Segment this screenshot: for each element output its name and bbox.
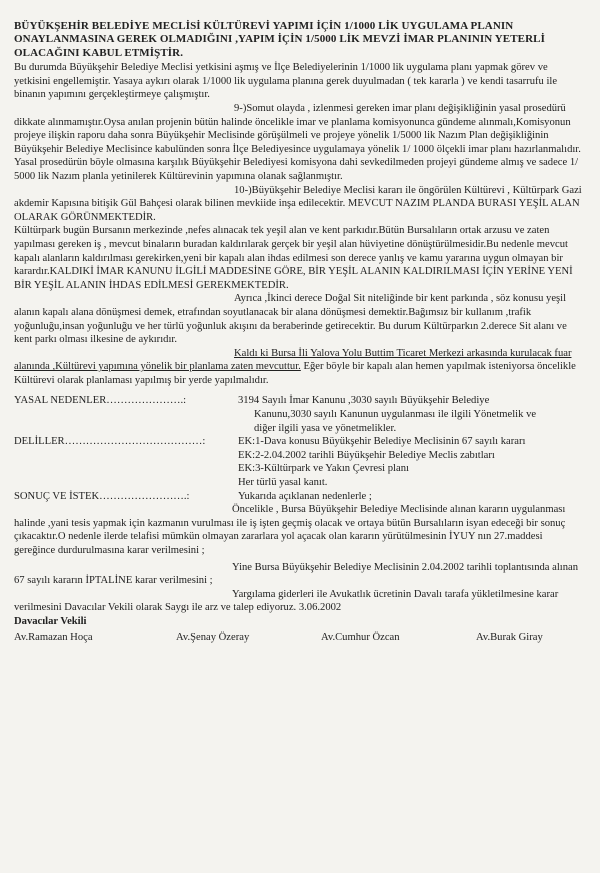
paragraph-fuar-alani-rest: Eğer böyle bir kapalı alan hemen yapılmak isteniyorsa öncelikle Kültürevi olarak planlaması yapılmış bir yerde yapılmalıdır. [14,361,576,386]
paragraph-10: 10-)Büyükşehir Belediye Meclisi kararı ile öngörülen Kültürevi , Kültürpark Gazi akdemir Kapısına bitişik Gül Bahçesi olarak bilinen mevkiide inşa edilecektir. MEVCUT NAZIM PLANDA BURASI YEŞİL ALAN OLARAK GÖRÜNMEKTEDİR. [14,184,582,223]
sonuc-intro: Yukarıda açıklanan nedenlerle ; [238,490,372,502]
sonuc-paragraph-3 [14,588,582,615]
paragraph-9: 9-)Somut olayda , izlenmesi gereken imar planı değişikliğinin yasal prosedürü dikkate alınmamıştır.Oysa anılan projenin bütün halinde öncelikle imar ve planlama komisyonunca gündeme alınmalı,Komisyonun projeye ilişkin raporu daha sonra Büyükşehir Meclisinde görüşülmeli ve projeye yönelik 1/5000 lik Nazım Plan değişikliğinin Büyükşehir Belediye Meclisince kabulünden sonra İlçe Belediyesince uygulamaya yönelik 1/ 1000 ölçekli imar planı hazırlanmalıdır. Yasal prosedürün böyle olmasına karşılık Büyükşehir Belediyesi komisyona dahi sevkedilmeden projeyi gündeme almış ve sadece 1/ 5000 lik Nazım planla yetinilerek Kültürevinin yapımına olanak sağlanmıştır. [14,103,581,182]
signer-3: Av.Cumhur Özcan [321,631,400,643]
sonuc-p3-start: Yargılama giderleri ile Avukatlık ücretinin Davalı tarafa [232,588,469,600]
closing-title: Davacılar Vekili [14,615,87,627]
deliller-label: DELİLLER…………………………………: [14,436,206,448]
delil-ek-1: EK:1-Dava konusu Büyükşehir Belediye Meclisinin 67 sayılı kararı [238,436,526,448]
sonuc-p1-rest: uygulanması halinde ,yani tesis yapmak için kazmanın vurulması ile iş işten geçmiş olacak ve ortaya bütün Bursalıların isyan edeceği bir sonuç çıkacaktır.O nedenle ilerde telafisi mümkün olmayan zararlara yol açacak olan kararın yürütülmesinin İYUY nın 27.maddesi gereğince durdurulmasına karar verilmesini ; [14,504,566,556]
yasal-nedenler-section [14,394,582,435]
sonuc-ve-istek-section [14,490,582,504]
paragraph-fuar-alani [14,347,582,388]
sonuc-p2-rest: toplantısında alınan 67 sayılı kararın İPTALİNE karar verilmesini ; [14,561,579,587]
yasal-item-3: diğer ilgili yasa ve yönetmelikler. [254,422,397,434]
sonuc-ve-istek-label: SONUÇ VE İSTEK…………………….: [14,490,190,502]
sonuc-paragraph-2 [14,561,582,588]
signer-1: Av.Ramazan Hoça [14,631,93,643]
sonuc-p1-start: Öncelikle , Bursa Büyükşehir Belediye Meclisinde alınan kararın [232,504,509,516]
document-title: BÜYÜKŞEHİR BELEDİYE MECLİSİ KÜLTÜREVİ YAPIMI İÇİN 1/1000 LİK UYGULAMA PLANIN ONAYLANMASINA GEREK OLMADIĞINI ,YAPIM İÇİN 1/5000 LİK MEVZİ İMAR PLANININ YETERLİ OLACAĞINI KABUL ETMİŞTİR. [14,20,545,59]
underlined-statement: Kaldı ki Bursa İli Yalova Yolu Buttim Ticaret Merkezi arkasında kurulacak fuar alanında ,Kültürevi yapımına yönelik bir planlama zaten mevcuttur. [14,347,572,373]
deliller-section [14,435,582,489]
sonuc-p2-start: Yine Bursa Büyükşehir Belediye Meclisinin 2.04.2002 tarihli [232,561,493,573]
signer-4: Av.Burak Giray [476,631,543,643]
paragraph-dogal-sit: Ayrıca ,İkinci derece Doğal Sit niteliğinde bir kent parkında , söz konusu yeşil alanın kapalı alana dönüşmesi demek, etrafından soyutlanacak bir alana dönüşmesi demektir.Bağımsız bir kullanım ,trafik yoğunluğu,insan yoğunluğu ve her türlü yoğunluk akışını da beraberinde getirecektir. Bu durum Kültürparkın 2.derece Sit alanı ve kent parkı olması ilkesine de aykırıdır. [14,293,567,346]
delil-ek-2: EK:2-2.04.2002 tarihli Büyükşehir Belediye Meclis zabıtları [238,449,495,461]
yasal-item-2: Kanunu,3030 sayılı Kanunun uygulanması ile ilgili Yönetmelik ve [254,409,537,421]
yasal-nedenler-label: YASAL NEDENLER………………….: [14,395,187,407]
paragraph-kulturpark: Kültürpark bugün Bursanın merkezinde ,nefes alınacak tek yeşil alan ve kent parkıdır.Bütün Bursalıların ortak arzusu ve zaten yapılması gereken iş , mevcut binaların buradan kaldırılarak gerçek bir yeşil alan hüviyetine dönüştürülmesidir.Bu nedenle mevcut kapalı alanların kaldırılması gerekirken,yeni bir kapalı alan ihdas edilmesi son derece yanlış ve kamu yararına uygun olmayan bir karardır.KALDIKİ İMAR KANUNU İLGİLİ MADDESİNE GÖRE, BİR YEŞİL ALANIN KALDIRILMASI İÇİN YERİNE YENİ BİR YEŞİL ALANIN İHDAS EDİLMESİ GEREKMEKTEDİR. [14,225,573,291]
delil-diger: Her türlü yasal kanıt. [238,477,328,489]
sonuc-paragraph-1 [14,503,582,557]
sonuc-p3-rest: yükletilmesine karar verilmesini Davacılar Vekili olarak Saygı ile arz ve talep ediyoruz. 3.06.2002 [14,588,559,614]
delil-ek-3: EK:3-Kültürpark ve Yakın Çevresi planı [238,463,409,475]
yasal-item-1: 3194 Sayılı İmar Kanunu ,3030 sayılı Büyükşehir Belediye [238,395,490,407]
signers-row [14,631,582,645]
signer-2: Av.Şenay Özeray [176,631,250,643]
paragraph-1: Bu durumda Büyükşehir Belediye Meclisi yetkisini aşmış ve İlçe Belediyelerinin 1/1000 lik uygulama planı yapmak görev ve yetkisini engellemiştir. Yasaya aykırı olarak 1/1000 lik uygulama planına gerek duyulmadan ( tek kararla ) ve kendi tasarrufu ile binanın yapımını gerçekleştirmeye çalışmıştır. [14,62,558,101]
